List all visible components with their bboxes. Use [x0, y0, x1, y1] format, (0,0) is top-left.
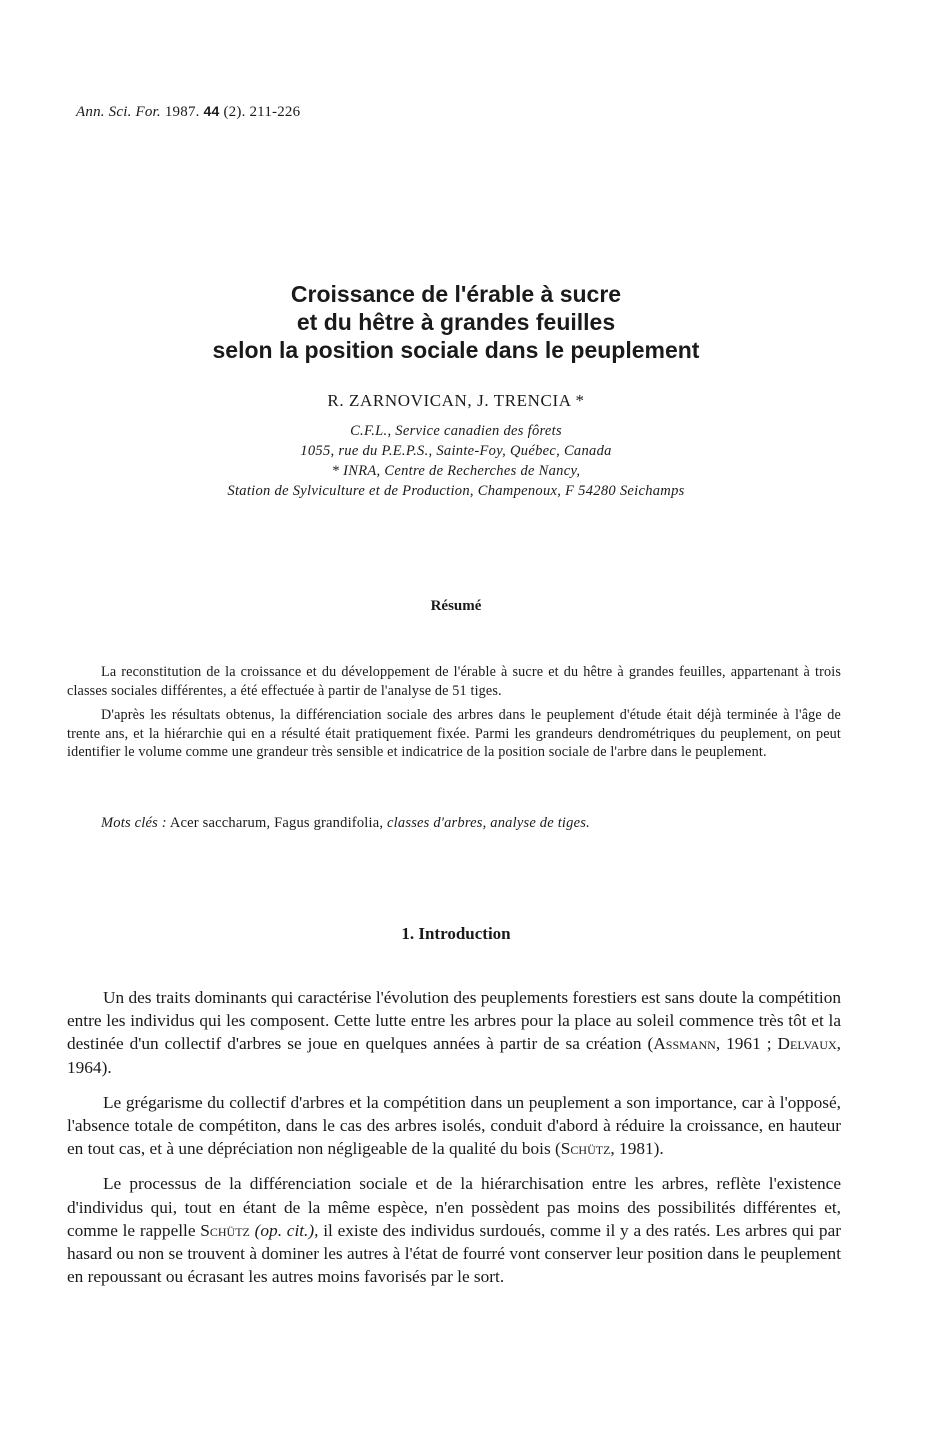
abstract — [67, 663, 841, 768]
journal-year: 1987. — [164, 104, 200, 120]
intro-paragraph-2 — [67, 1091, 841, 1161]
intro-p1-text-b: , 1961 ; — [715, 1034, 778, 1054]
journal-citation — [76, 103, 300, 121]
intro-p2-text-a: Le grégarisme du collectif d'arbres et la compétition dans un peuplement a son importance, car à l'opposé, l'absence totale de compétiton, dans le cas des arbres isolés, conduit d'abord à réduire la croissance, en hauteur en tout cas, et à une dépréciation non négligeable de la qualité du bois ( — [67, 1092, 841, 1159]
author-list: R. ZARNOVICAN, J. TRENCIA * — [327, 391, 585, 410]
citation-assmann: Assmann — [653, 1034, 716, 1054]
paper-title — [0, 280, 912, 364]
title-line-3: selon la position sociale dans le peuplement — [212, 337, 700, 363]
keywords-plain: Acer saccharum, Fagus grandifolia, — [169, 815, 384, 831]
intro-paragraph-3 — [67, 1172, 841, 1288]
affiliations — [0, 421, 912, 501]
abstract-paragraph-1: La reconstitution de la croissance et du développement de l'érable à sucre et du hêtre à grandes feuilles, appartenant à trois classes sociales différentes, a été effectuée à partir de l'analyse de 51 tiges. — [67, 664, 841, 699]
intro-paragraph-1 — [67, 986, 841, 1079]
intro-p3-text-a: Le processus de la différenciation sociale et de la hiérarchisation entre les arbres, reflète l'existence d'individus qui, tout en étant de la même espèce, n'en possèdent pas moins des possibilités différentes et, comme le rappelle — [67, 1174, 841, 1240]
citation-schutz-2: Schütz — [200, 1220, 250, 1240]
intro-p1-text-a: Un des traits dominants qui caractérise l'évolution des peuplements forestiers est sans doute la compétition entre les individus qui les composent. Cette lutte entre les arbres pour la place au soleil commence très tôt et la destinée d'un collectif d'arbres se joue en quelques années à partir de sa création ( — [67, 988, 841, 1054]
citation-schutz: Schütz — [560, 1139, 611, 1159]
title-line-1: Croissance de l'érable à sucre — [290, 281, 622, 307]
citation-delvaux: Delvaux — [777, 1034, 837, 1054]
abstract-paragraph-2: D'après les résultats obtenus, la différenciation sociale des arbres dans le peuplement d'étude était déjà terminée à l'âge de trente ans, et la hiérarchie qui en a résulté était pratiquement fixée. Parmi les grandeurs dendrométriques du peuplement, on peut identifier le volume comme une grandeur très sensible et indicatrice de la position sociale de l'arbre dans le peuplement. — [67, 707, 841, 760]
journal-name: Ann. Sci. For. — [76, 104, 161, 120]
keywords — [101, 815, 590, 832]
journal-volume: 44 — [203, 103, 220, 119]
intro-p1-text-c: , 1964). — [67, 1034, 841, 1077]
keywords-italic: classes d'arbres, analyse de tiges. — [387, 815, 590, 831]
citation-op-cit: (op. cit.), — [254, 1220, 319, 1240]
keywords-label: Mots clés : — [101, 815, 167, 831]
introduction-body — [67, 986, 841, 1300]
affiliation-line-2: 1055, rue du P.E.P.S., Sainte-Foy, Québec, Canada — [300, 443, 612, 459]
title-line-2: et du hêtre à grandes feuilles — [296, 309, 616, 335]
affiliation-line-4: Station de Sylviculture et de Production, Champenoux, F 54280 Seichamps — [227, 483, 685, 499]
journal-pages: (2). 211-226 — [223, 104, 301, 120]
intro-p3-text-b: il existe des individus surdoués, comme il y a des ratés. Les arbres qui par hasard ou non se trouvent à dominer les autres à l'état de fourré vont conserver leur position dans le peuplement en repoussant ou écrasant les autres moins favorisés par le sort. — [67, 1220, 841, 1287]
affiliation-line-1: C.F.L., Service canadien des fôrets — [350, 423, 562, 439]
intro-p2-text-b: , 1981). — [610, 1139, 664, 1159]
affiliation-line-3: * INRA, Centre de Recherches de Nancy, — [331, 463, 581, 479]
introduction-heading: 1. Introduction — [401, 924, 511, 943]
abstract-heading: Résumé — [430, 598, 482, 614]
